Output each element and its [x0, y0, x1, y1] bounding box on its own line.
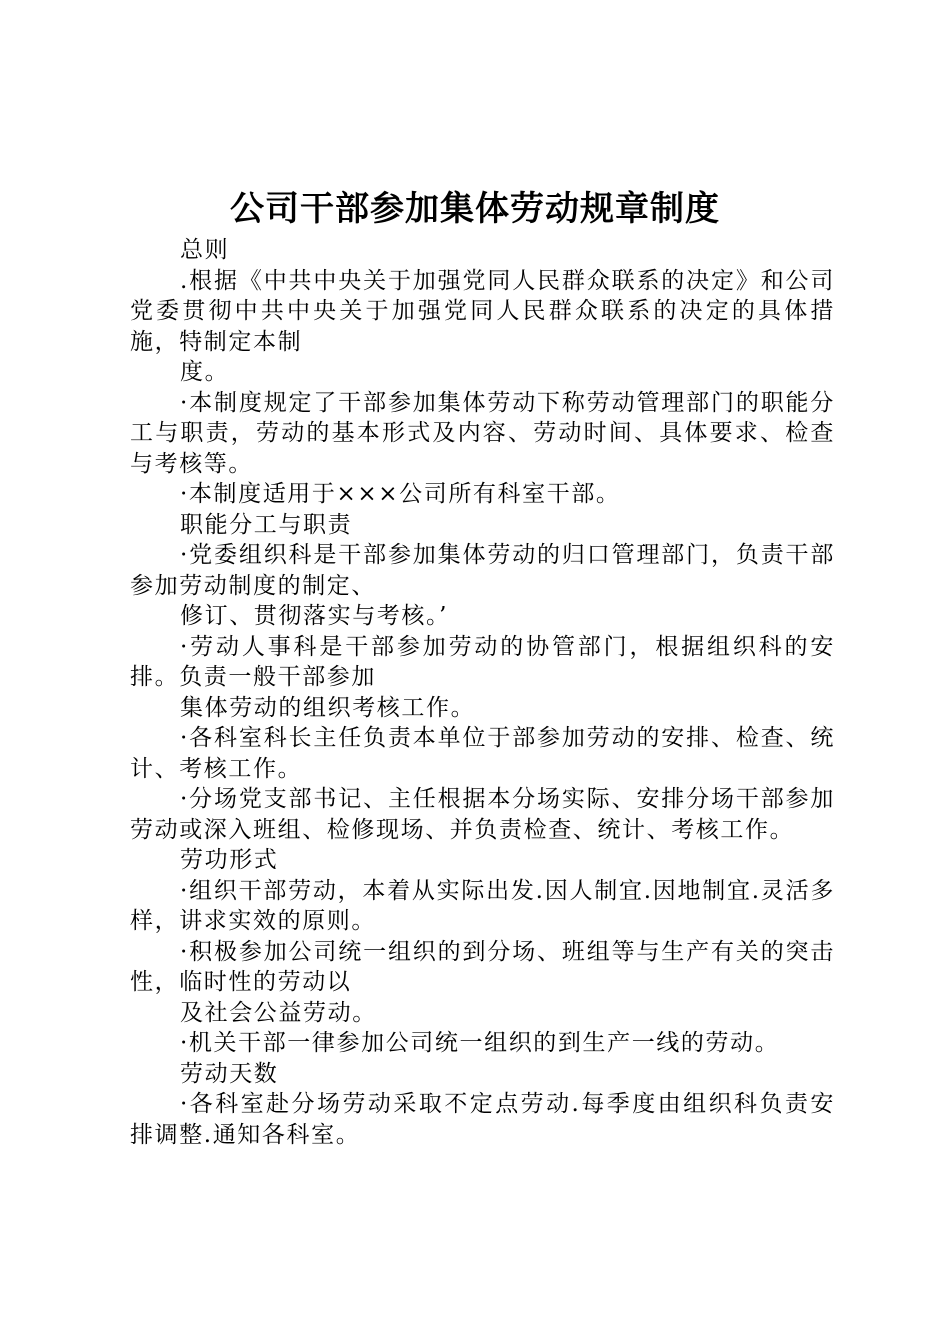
document-title: 公司干部参加集体劳动规章制度	[230, 189, 720, 229]
paragraph: ·党委组织科是干部参加集体劳动的归口管理部门，负责干部参加劳动制度的制定、	[130, 542, 835, 599]
paragraph: ·积极参加公司统一组织的到分场、班组等与生产有关的突击性，临时性的劳动以	[130, 938, 835, 995]
paragraph: ·组织干部劳动，本着从实际出发.因人制宜.因地制宜.灵活多样，讲求实效的原则。	[130, 877, 835, 934]
paragraph: ·劳动人事科是干部参加劳动的协管部门，根据组织科的安排。负责一般干部参加	[130, 633, 835, 690]
section-heading: 劳动天数	[180, 1060, 279, 1087]
paragraph: ·分场党支部书记、主任根据本分场实际、安排分场干部参加劳动或深入班组、检修现场、并负责检查、统计、考核工作。	[130, 786, 835, 843]
paragraph: 度。	[180, 359, 230, 385]
section-heading: 职能分工与职责	[180, 511, 353, 538]
document-body	[130, 235, 835, 1150]
paragraph: ·各科室科长主任负责本单位于部参加劳动的安排、检查、统计、考核工作。	[130, 725, 835, 782]
section-heading: 劳功形式	[180, 847, 279, 873]
paragraph: ·本制度适用于×××公司所有科室干部。	[180, 481, 621, 507]
paragraph: 修订、贯彻落实与考核。’	[180, 603, 449, 629]
section-heading: 总则	[180, 237, 230, 263]
paragraph: .根据《中共中央关于加强党同人民群众联系的决定》和公司党委贯彻中共中央关于加强党同人民群众联系的决定的具体措施，特制定本制	[130, 267, 835, 355]
paragraph: ·机关干部一律参加公司统一组织的到生产一线的劳动。	[180, 1030, 780, 1056]
paragraph: ·各科室赴分场劳动采取不定点劳动.每季度由组织科负责安排调整.通知各科室。	[130, 1091, 835, 1148]
paragraph: 及社会公益劳动。	[180, 999, 377, 1026]
paragraph: ·本制度规定了干部参加集体劳动下称劳动管理部门的职能分工与职责，劳动的基本形式及内容、劳动时间、具体要求、检查与考核等。	[130, 389, 835, 477]
paragraph: 集体劳动的组织考核工作。	[180, 694, 476, 721]
